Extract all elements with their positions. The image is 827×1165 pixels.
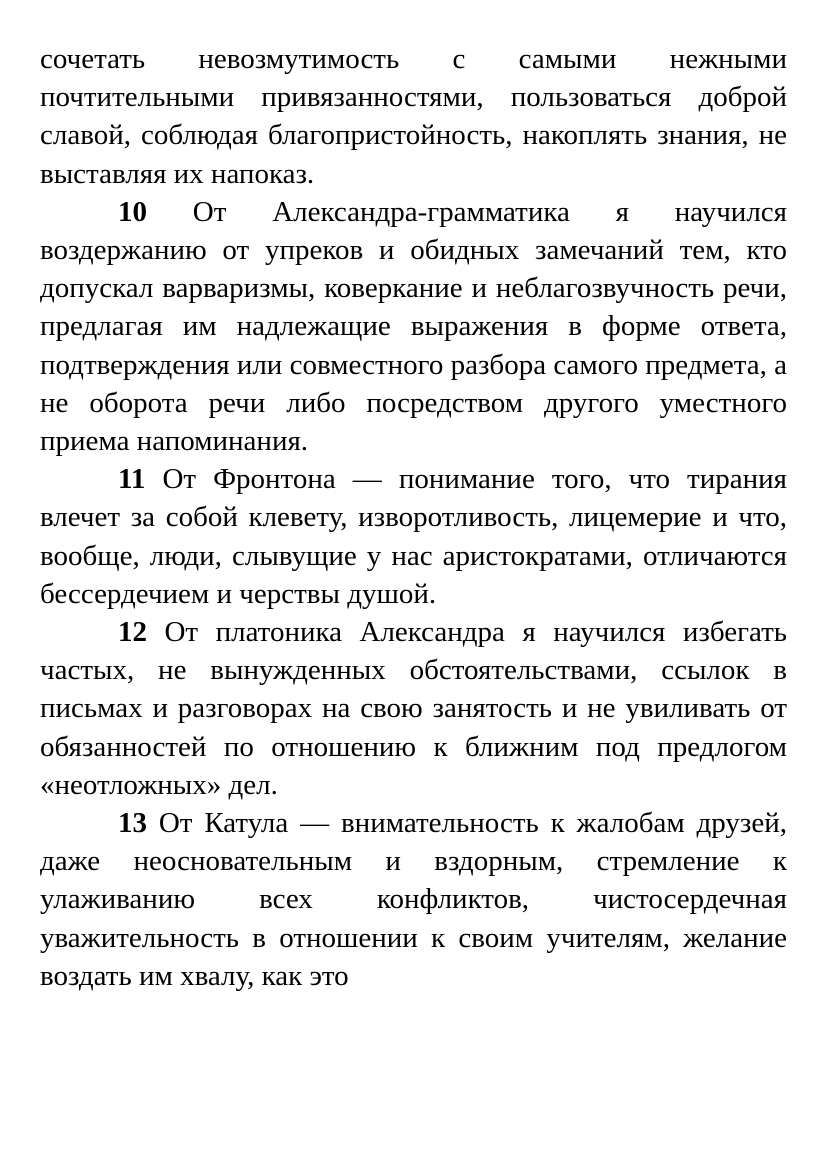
paragraph-10	[40, 193, 787, 460]
paragraph-13	[40, 804, 787, 995]
paragraph-text: От Александра-грамматика я научился воздержанию от упреков и обидных замечаний тем, кто допускал варваризмы, коверкание и неблагозвучность речи, предлагая им надлежащие выражения в форме ответа, подтверждения или совместного разбора самого предмета, а не оборота речи либо посредством другого уместного приема напоминания.	[40, 195, 787, 458]
paragraph-number: 12	[118, 616, 147, 649]
paragraph-11	[40, 460, 787, 613]
paragraph-text: От Катула — внимательность к жалобам друзей, даже неосновательным и вздорным, стремление к улаживанию всех конфликтов, чистосердечная уважительность в отношении к своим учителям, желание воздать им хвалу, как это	[40, 807, 787, 992]
paragraph-text: сочетать невозмутимость с самыми нежными почтительными привязанностями, пользоваться доброй славой, соблюдая благопристойность, накоплять знания, не выставляя их напоказ.	[40, 43, 787, 190]
paragraph-text: От Фронтона — понимание того, что тирания влечет за собой клевету, изворотливость, лицемерие и что, вообще, люди, слывущие у нас аристократами, отличаются бессердечием и черствы душой.	[40, 463, 787, 610]
paragraph-continuation	[40, 40, 787, 193]
paragraph-number: 11	[118, 463, 146, 496]
document-page	[40, 40, 787, 995]
paragraph-12	[40, 613, 787, 804]
paragraph-text: От платоника Александра я научился избегать частых, не вынужденных обстоятельствами, ссылок в письмах и разговорах на свою занятость и не увиливать от обязанностей по отношению к ближним под предлогом «неотложных» дел.	[40, 616, 788, 801]
paragraph-number: 10	[118, 195, 147, 228]
paragraph-number: 13	[118, 807, 147, 840]
